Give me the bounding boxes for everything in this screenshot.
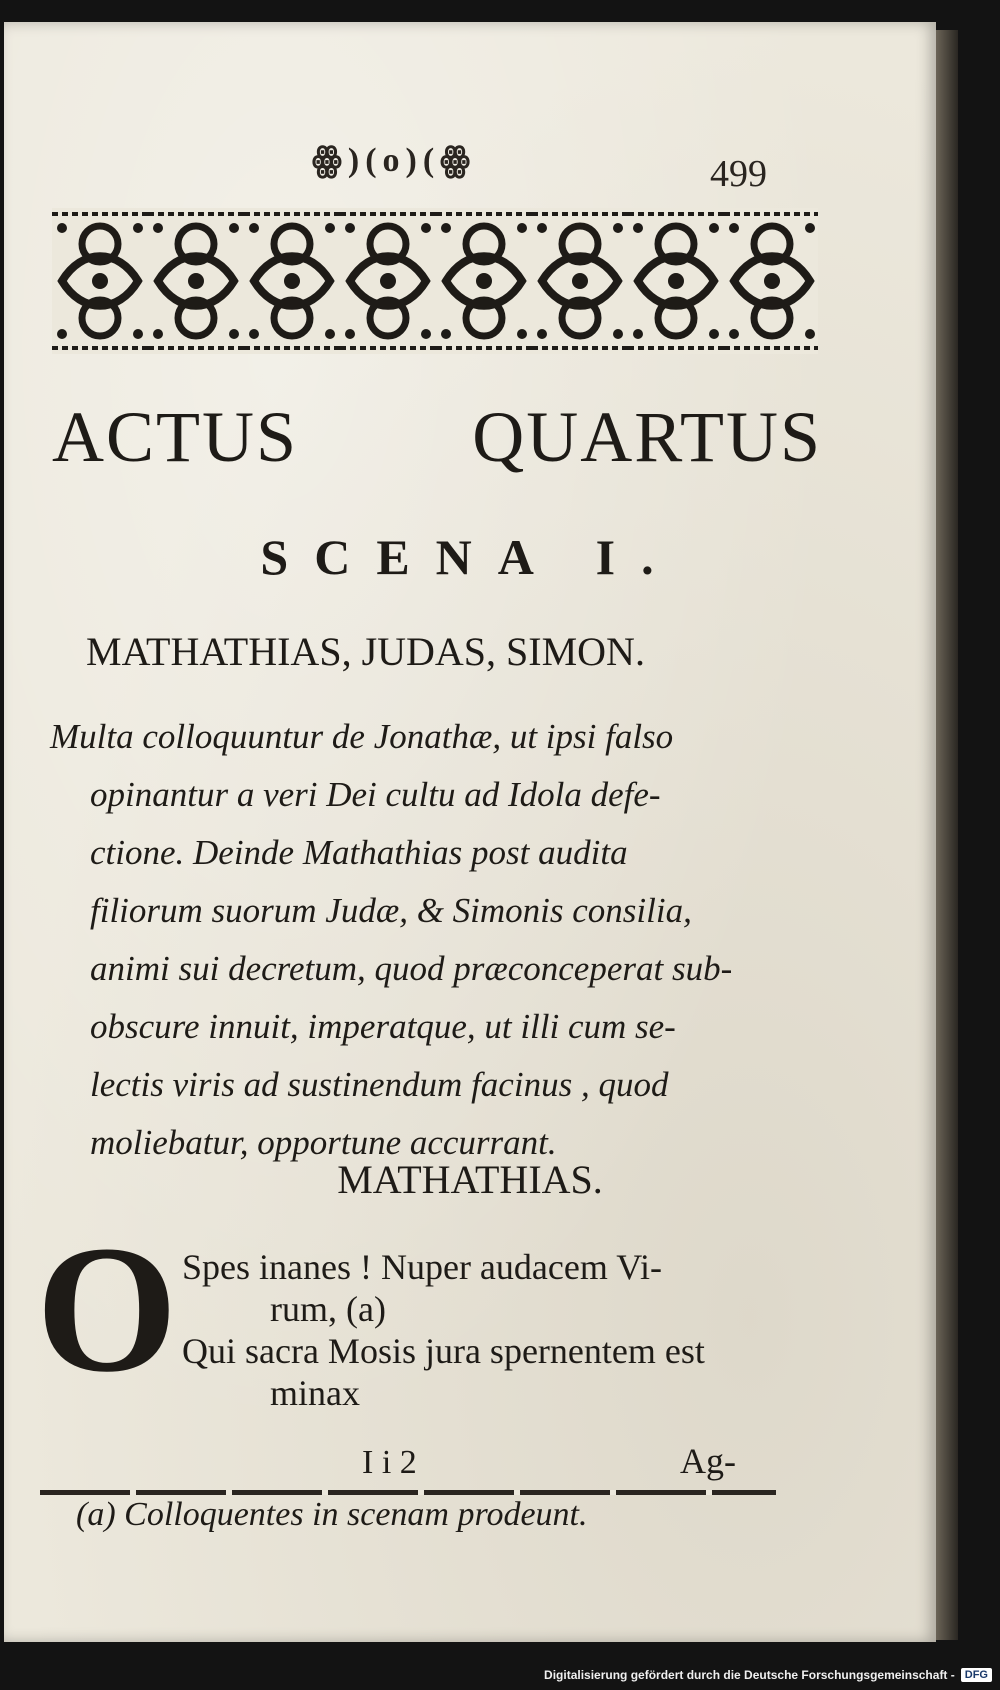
drop-capital: O <box>36 1209 178 1410</box>
act-title-word-1: ACTUS <box>52 397 299 477</box>
book-spine <box>936 30 958 1640</box>
verse-line: Spes inanes ! Nuper audacem Vi- <box>182 1247 663 1287</box>
argument-line: animi sui decretum, quod præconceperat sub- <box>90 949 733 988</box>
digitization-credit <box>544 1668 992 1682</box>
argument-line: filiorum suorum Judæ, & Simonis consilia, <box>90 891 692 930</box>
character-list: MATHATHIAS, JUDAS, SIMON. <box>86 629 645 674</box>
catchword: Ag- <box>680 1441 736 1481</box>
verse-line: minax <box>270 1373 360 1413</box>
credit-text: Digitalisierung gefördert durch die Deutsche Forschungsgemeinschaft - <box>544 1668 955 1682</box>
argument-line: Multa colloquuntur de Jonathæ, ut ipsi falso <box>50 717 674 756</box>
act-title <box>52 396 822 479</box>
decorative-vignette <box>52 208 818 354</box>
speaker-name: MATHATHIAS. <box>337 1157 603 1202</box>
dfg-logo: DFG <box>961 1668 992 1682</box>
verse-line: rum, (a) <box>270 1289 386 1329</box>
argument-line: moliebatur, opportune accurrant. <box>90 1123 557 1162</box>
page-number: 499 <box>710 153 767 195</box>
scene-argument <box>50 708 810 1172</box>
argument-line: ctione. Deinde Mathathias post audita <box>90 833 628 872</box>
scene-heading: SCENA I. <box>260 529 680 585</box>
act-title-word-2: QUARTUS <box>472 397 822 477</box>
signature-mark: I i 2 <box>362 1444 417 1481</box>
head-ornament: ꙮ)(o)(ꙮ <box>312 142 477 179</box>
argument-line: lectis viris ad sustinendum facinus , quod <box>90 1065 669 1104</box>
verse-line: Qui sacra Mosis jura spernentem est <box>182 1331 705 1371</box>
footnote: (a) Colloquentes in scenam prodeunt. <box>76 1496 588 1533</box>
argument-line: opinantur a veri Dei cultu ad Idola defe- <box>90 775 661 814</box>
verse-block <box>182 1246 792 1414</box>
footnote-rule <box>40 1490 776 1495</box>
argument-line: obscure innuit, imperatque, ut illi cum se- <box>90 1007 676 1046</box>
